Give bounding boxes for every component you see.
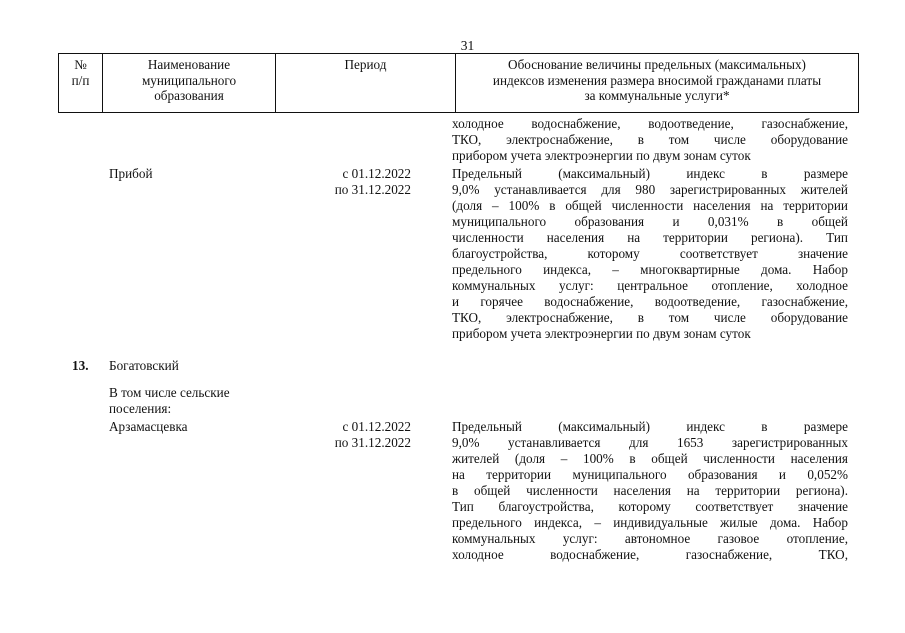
period-to: по 31.12.2022 bbox=[334, 435, 411, 450]
period-cell bbox=[300, 419, 411, 451]
header-period-column bbox=[276, 54, 456, 112]
period-cell bbox=[300, 166, 411, 198]
basis-continuation bbox=[452, 116, 848, 164]
basis-line: и горячее водоснабжение, водоотведение, газоснабжение, bbox=[452, 294, 848, 309]
header-basis-line: за коммунальные услуги* bbox=[584, 88, 730, 103]
basis-line: (доля – 100% в общей численности населения на территории bbox=[452, 198, 848, 213]
table-header bbox=[58, 53, 859, 113]
basis-line: коммунальных услуг: центральное отопление, холодное bbox=[452, 278, 848, 293]
basis-text bbox=[452, 419, 848, 563]
municipality-name: Арзамасцевка bbox=[109, 419, 188, 434]
basis-line: в общей численности населения на территории региона). bbox=[452, 483, 848, 498]
header-municipality-line: Наименование bbox=[147, 57, 231, 72]
subheading-line: В том числе сельские bbox=[109, 385, 230, 400]
header-municipality-column bbox=[103, 54, 276, 112]
basis-line: холодное водоснабжение, водоотведение, газоснабжение, bbox=[452, 116, 848, 131]
basis-line: предельного индекса, – индивидуальные жилые дома. Набор bbox=[452, 515, 848, 530]
period-from: с 01.12.2022 bbox=[342, 419, 411, 434]
basis-line: ТКО, электроснабжение, в том числе оборудование bbox=[452, 132, 848, 147]
municipality-name: Богатовский bbox=[109, 358, 179, 373]
row-number: 13. bbox=[72, 358, 89, 373]
basis-line: прибором учета электроэнергии по двум зонам суток bbox=[452, 148, 751, 163]
header-municipality-line: муниципального bbox=[141, 72, 237, 88]
basis-line: 9,0% устанавливается для 980 зарегистрированных жителей bbox=[452, 182, 848, 197]
header-period-label: Период bbox=[344, 57, 387, 72]
period-from: с 01.12.2022 bbox=[342, 166, 411, 181]
period-to: по 31.12.2022 bbox=[334, 182, 411, 197]
basis-line: ТКО, электроснабжение, в том числе оборудование bbox=[452, 310, 848, 325]
basis-line: Тип благоустройства, которому соответствует значение bbox=[452, 499, 848, 514]
basis-line: предельного индекса, – многоквартирные дома. Набор bbox=[452, 262, 848, 277]
header-number-column bbox=[59, 54, 103, 112]
basis-text bbox=[452, 166, 848, 342]
basis-line: жителей (доля – 100% в общей численности населения bbox=[452, 451, 848, 466]
subheading bbox=[109, 385, 230, 417]
basis-line: благоустройства, которому соответствует значение bbox=[452, 246, 848, 261]
basis-line: на территории муниципального образования и 0,052% bbox=[452, 467, 848, 482]
subheading-line: поселения: bbox=[109, 401, 172, 416]
header-basis-column bbox=[456, 54, 859, 112]
basis-line: прибором учета электроэнергии по двум зонам суток bbox=[452, 326, 751, 341]
basis-line: холодное водоснабжение, газоснабжение, ТКО, bbox=[452, 547, 848, 562]
basis-line: муниципального образования и 0,031% в общей bbox=[452, 214, 848, 229]
basis-line: Предельный (максимальный) индекс в размере bbox=[452, 419, 848, 434]
basis-line: численности населения на территории региона). Тип bbox=[452, 230, 848, 245]
header-basis-line: Обоснование величины предельных (максимальных) bbox=[508, 57, 806, 72]
basis-line: 9,0% устанавливается для 1653 зарегистрированных bbox=[452, 435, 848, 450]
municipality-name: Прибой bbox=[109, 166, 153, 181]
header-number-abbrev: п/п bbox=[71, 72, 90, 88]
basis-line: Предельный (максимальный) индекс в размере bbox=[452, 166, 848, 181]
header-municipality-line: образования bbox=[154, 88, 224, 103]
header-basis-line: индексов изменения размера вносимой гражданами платы bbox=[492, 72, 822, 88]
page-number: 31 bbox=[460, 38, 475, 53]
header-number-symbol: № bbox=[74, 57, 87, 72]
basis-line: коммунальных услуг: автономное газовое отопление, bbox=[452, 531, 848, 546]
